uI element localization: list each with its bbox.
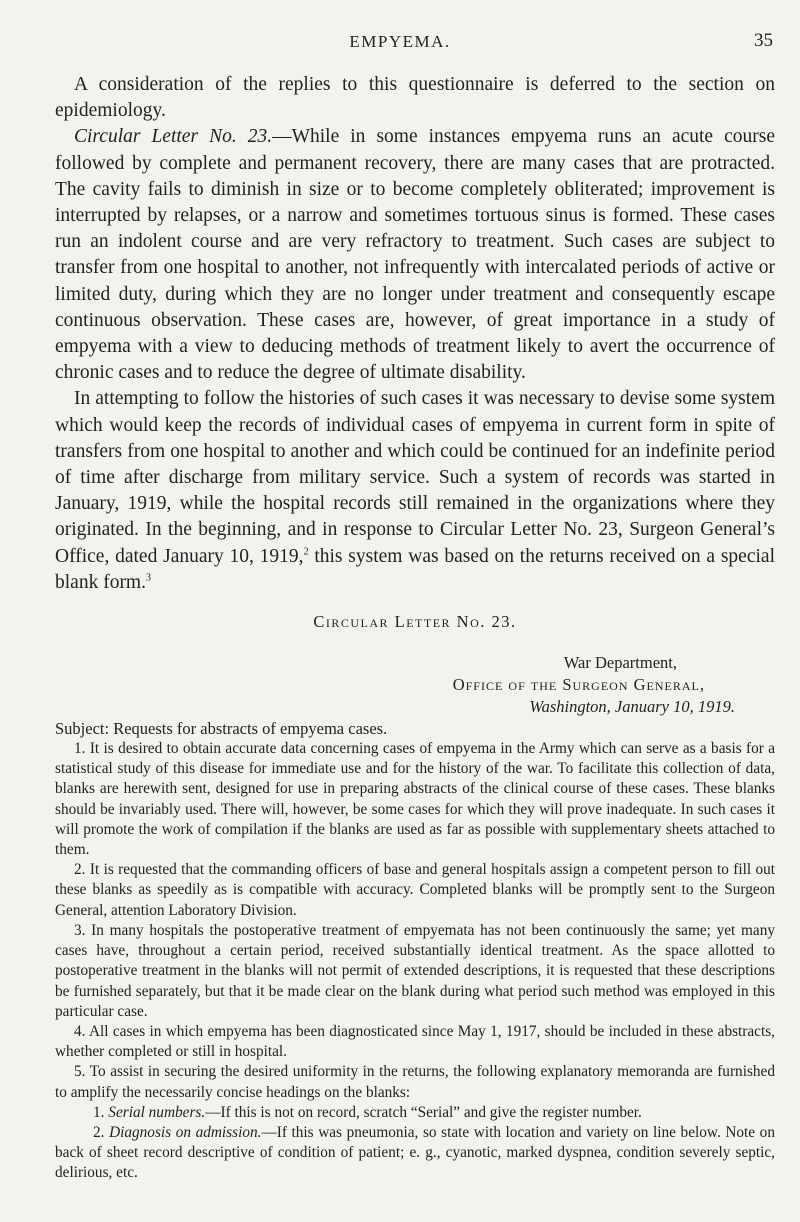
sender-date: Washington, January 10, 1919. <box>529 697 735 717</box>
memo-num: 1. <box>93 1103 109 1121</box>
memo-item-serial-numbers <box>55 1103 775 1123</box>
paragraph-records-system <box>55 386 775 596</box>
memo-text: —If this is not on record, scratch “Serial” and give the register number. <box>205 1103 642 1121</box>
running-title: EMPYEMA. <box>349 32 451 51</box>
memo-label: Serial numbers. <box>108 1103 206 1121</box>
footnote-ref-2: 2 <box>303 546 309 558</box>
circular-item-2: 2. It is requested that the commanding officers of base and general hospitals assign a competent person to fill out these blanks as speedily as is compatible with accuracy. Completed blanks will be promptly sent to the Surgeon General, attention Laboratory Division. <box>55 861 775 919</box>
memo-item-diagnosis <box>55 1123 775 1184</box>
circular-item-3: 3. In many hospitals the postoperative treatment of empyemata has not been continuously the same; yet many cases have, throughout a certain period, received substantially identical treatment. As the space allotted to postoperative treatment in the blanks will not permit of extended descriptions, it is requested that these descriptions be furnished separately, but that it be made clear on the blank during what period such method was employed in this particular case. <box>55 921 775 1020</box>
circular-item-4: 4. All cases in which empyema has been diagnosticated since May 1, 1917, should be included in these abstracts, whether completed or still in hospital. <box>55 1022 775 1061</box>
sender-office: Office of the Surgeon General, <box>452 675 705 695</box>
subject-line: Subject: Requests for abstracts of empyema cases. <box>55 719 388 739</box>
running-header <box>0 30 800 54</box>
sender-block <box>55 652 775 718</box>
memo-text: —If this was pneumonia, so state with location and variety on line below. Note on back of sheet record descriptive of condition of patient; e. g., cyanotic, marked dyspnea, condition severely septic, delirious, etc. <box>55 1123 775 1182</box>
footnote-ref-3: 3 <box>145 572 151 584</box>
memo-label: Diagnosis on admission. <box>109 1123 262 1141</box>
body-text <box>55 72 775 1184</box>
paragraph-label: Circular Letter No. 23. <box>74 126 273 148</box>
circular-item-5: 5. To assist in securing the desired uniformity in the returns, the following explanatory memoranda are furnished to amplify the necessarily concise headings on the blanks: <box>55 1063 775 1101</box>
memo-num: 2. <box>93 1123 110 1141</box>
paragraph-text-cont: this system was based on the returns received on a special blank form. <box>55 545 775 593</box>
paragraph-text: In attempting to follow the histories of such cases it was necessary to devise some system which would keep the records of individual cases of empyema in current form in spite of transfers from one hospital to another and which could be continued for an indefinite period of time after discharge from military service. Such a system of records was started in January, 1919, while the hospital records still remained in the organizations where they originated. In the beginning, and in response to Circular Letter No. 23, Surgeon General’s Office, dated January 10, 1919, <box>55 388 775 567</box>
page-number: 35 <box>754 30 773 51</box>
circular-item-1: 1. It is desired to obtain accurate data concerning cases of empyema in the Army which can serve as a basis for a statistical study of this disease for immediate use and for the history of the war. To facilitate this collection of data, blanks are herewith sent, designed for use in preparing abstracts of the clinical course of these cases. These blanks should be invariably used. There will, however, be some cases for which they will prove inadequate. In such cases it will promote the work of compilation if the blanks are used as far as possible with supplementary sheets attached to them. <box>55 740 775 859</box>
paragraph-text: —While in some instances empyema runs an acute course followed by complete and permanent recovery, there are many cases that are protracted. The cavity fails to diminish in size or to become completely obliterated; improvement is interrupted by relapses, or a narrow and sometimes tortuous sinus is formed. These cases run an indolent course and are very refractory to treatment. Such cases are subject to transfer from one hospital to another, not infrequently with intercalated periods of active or limited duty, during which they are no longer under treatment and consequently escape continuous observation. These cases are, however, of great importance in a study of empyema with a view to deducing methods of treatment likely to avert the occurrence of chronic cases and to reduce the degree of ultimate disability. <box>55 126 775 384</box>
paragraph-circular-letter <box>55 124 775 386</box>
paragraph-intro: A consideration of the replies to this questionnaire is deferred to the section on epidemiology. <box>55 74 775 122</box>
circular-heading: Circular Letter No. 23. <box>313 612 517 632</box>
sender-department: War Department, <box>563 653 677 673</box>
